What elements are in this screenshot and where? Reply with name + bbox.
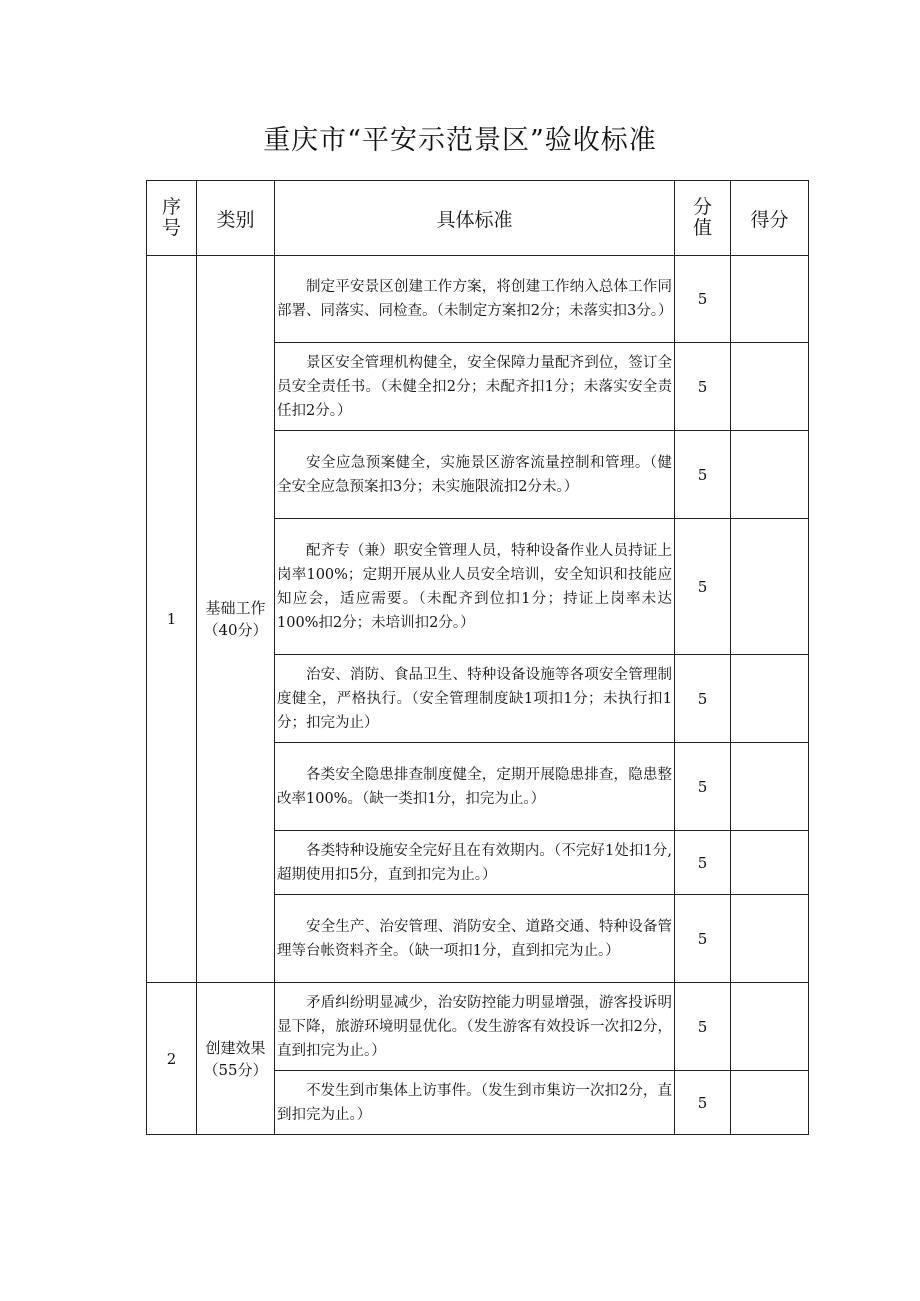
score-cell[interactable] (731, 895, 809, 983)
table-row (147, 256, 809, 343)
standard-text: 安全应急预案健全，实施景区游客流量控制和管理。（健全安全应急预案扣3分；未实施限流扣2分未。） (275, 431, 675, 519)
table-row (147, 983, 809, 1071)
standard-text: 配齐专（兼）职安全管理人员，特种设备作业人员持证上岗率100%；定期开展从业人员安全培训，安全知识和技能应知应会，适应需要。（未配齐到位扣1分；持证上岗率未达100%扣2分；未培训扣2分。） (275, 519, 675, 655)
points-value: 5 (675, 655, 731, 743)
header-score: 得分 (731, 181, 809, 256)
standard-text: 不发生到市集体上访事件。（发生到市集访一次扣2分，直到扣完为止。） (275, 1071, 675, 1135)
points-value: 5 (675, 983, 731, 1071)
score-cell[interactable] (731, 831, 809, 895)
standard-text: 景区安全管理机构健全，安全保障力量配齐到位，签订全员安全责任书。（未健全扣2分；未配齐扣1分；未落实安全责任扣2分。） (275, 343, 675, 431)
points-value: 5 (675, 256, 731, 343)
category-name: 基础工作 (205, 599, 266, 617)
points-value: 5 (675, 895, 731, 983)
score-cell[interactable] (731, 256, 809, 343)
score-cell[interactable] (731, 1071, 809, 1135)
group-seq: 1 (147, 256, 197, 983)
score-cell[interactable] (731, 343, 809, 431)
category-points: （40分） (203, 621, 268, 639)
category-points: （55分） (203, 1060, 268, 1079)
score-cell[interactable] (731, 431, 809, 519)
standard-text: 治安、消防、食品卫生、特种设备设施等各项安全管理制度健全，严格执行。（安全管理制度缺1项扣1分；未执行扣1分；扣完为止） (275, 655, 675, 743)
points-value: 5 (675, 431, 731, 519)
score-cell[interactable] (731, 519, 809, 655)
header-points: 分值 (675, 181, 731, 256)
header-category: 类别 (197, 181, 275, 256)
points-value: 5 (675, 831, 731, 895)
page-title: 重庆市“平安示范景区”验收标准 (263, 125, 657, 156)
score-cell[interactable] (731, 983, 809, 1071)
points-value: 5 (675, 743, 731, 831)
category-name: 创建效果 (205, 1038, 266, 1057)
standard-text: 安全生产、治安管理、消防安全、道路交通、特种设备管理等台帐资料齐全。（缺一项扣1分，直到扣完为止。） (275, 895, 675, 983)
group-seq: 2 (147, 983, 197, 1135)
points-value: 5 (675, 1071, 731, 1135)
header-seq: 序号 (147, 181, 197, 256)
standard-text: 制定平安景区创建工作方案，将创建工作纳入总体工作同部署、同落实、同检查。（未制定方案扣2分；未落实扣3分。） (275, 256, 675, 343)
group-category (197, 256, 275, 983)
standard-text: 矛盾纠纷明显减少，治安防控能力明显增强，游客投诉明显下降，旅游环境明显优化。（发生游客有效投诉一次扣2分，直到扣完为止。） (275, 983, 675, 1071)
points-value: 5 (675, 519, 731, 655)
header-standard: 具体标准 (275, 181, 675, 256)
score-cell[interactable] (731, 655, 809, 743)
standards-table (146, 180, 809, 1135)
score-cell[interactable] (731, 743, 809, 831)
group-category (197, 983, 275, 1135)
standard-text: 各类特种设施安全完好且在有效期内。（不完好1处扣1分,超期使用扣5分，直到扣完为止。） (275, 831, 675, 895)
points-value: 5 (675, 343, 731, 431)
header-row (147, 181, 809, 256)
standard-text: 各类安全隐患排查制度健全，定期开展隐患排查，隐患整改率100%。（缺一类扣1分，扣完为止。） (275, 743, 675, 831)
